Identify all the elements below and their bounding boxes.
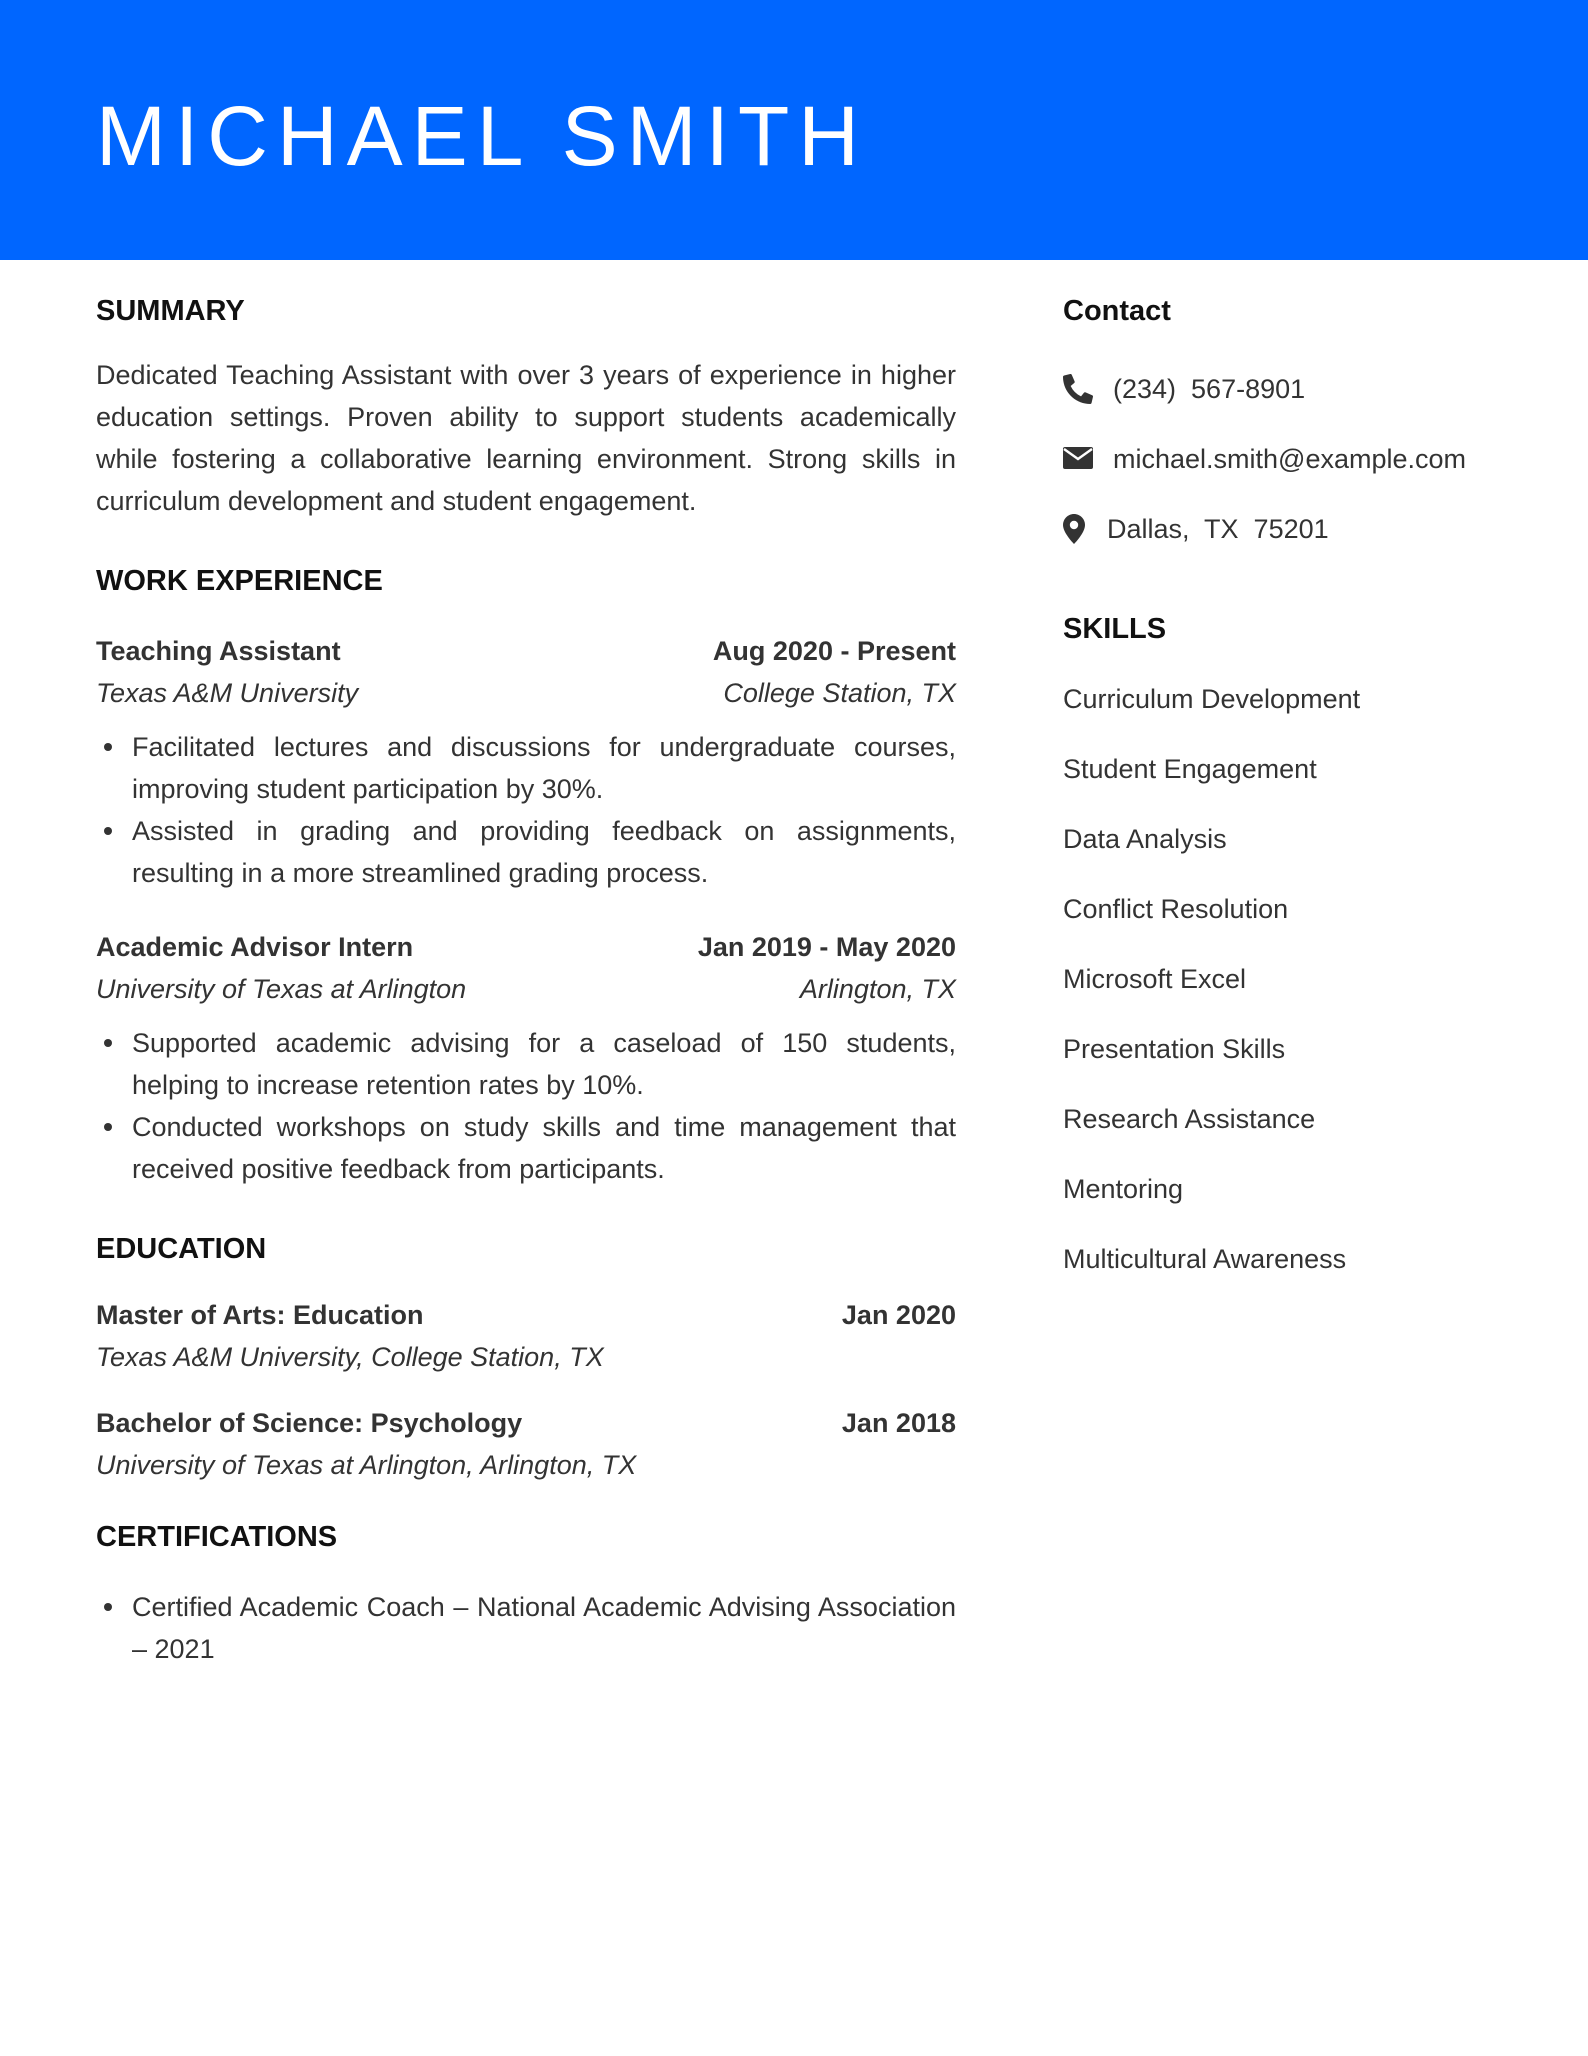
envelope-icon [1063, 443, 1113, 475]
bullet-dot [104, 827, 112, 835]
work-experience-heading: WORK EXPERIENCE [96, 565, 383, 597]
skill-item: Multicultural Awareness [1063, 1244, 1347, 1274]
bullet-dot [104, 1039, 112, 1047]
job-org-row [96, 672, 956, 714]
list-item [96, 1022, 956, 1106]
bullet-text: Assisted in grading and providing feedback on assignments, resulting in a more streamlined grading process. [132, 816, 956, 888]
bullet-dot [104, 1123, 112, 1131]
job-org: University of Texas at Arlington [96, 974, 467, 1004]
job-bullets [96, 726, 956, 894]
location-text: Dallas, TX 75201 [1107, 514, 1329, 544]
list-item [96, 1586, 956, 1670]
job-entry [96, 926, 956, 1190]
list-item [96, 810, 956, 894]
bullet-text: Supported academic advising for a caseload of 150 students, helping to increase retention rates by 10%. [132, 1028, 956, 1100]
certifications-heading: CERTIFICATIONS [96, 1521, 338, 1553]
school: University of Texas at Arlington, Arlington, TX [96, 1450, 637, 1480]
degree: Master of Arts: Education [96, 1300, 424, 1330]
education-heading: EDUCATION [96, 1233, 267, 1265]
job-org: Texas A&M University [96, 678, 359, 708]
summary-text: Dedicated Teaching Assistant with over 3 years of experience in higher education settings. Proven ability to support students academically while fostering a collaborative learning environment. Strong skills in curriculum development and student engagement. [96, 360, 956, 516]
education-header [96, 1294, 956, 1336]
map-pin-icon [1063, 513, 1107, 545]
job-location: College Station, TX [723, 678, 956, 708]
bullet-text: Conducted workshops on study skills and time management that received positive feedback from participants. [132, 1112, 956, 1184]
summary-heading: SUMMARY [96, 295, 245, 327]
degree-date: Jan 2020 [841, 1300, 956, 1330]
education-entry [96, 1294, 956, 1378]
job-org-row [96, 968, 956, 1010]
certification-text: Certified Academic Coach – National Academic Advising Association – 2021 [132, 1592, 956, 1664]
list-item [96, 1106, 956, 1190]
skill-item: Conflict Resolution [1063, 894, 1289, 924]
education-header [96, 1402, 956, 1444]
job-location: Arlington, TX [799, 974, 956, 1004]
list-item [96, 726, 956, 810]
bullet-dot [104, 1603, 112, 1611]
contact-heading: Contact [1063, 295, 1171, 327]
job-dates: Jan 2019 - May 2020 [697, 932, 956, 962]
education-entry [96, 1402, 956, 1486]
school: Texas A&M University, College Station, TX [96, 1342, 604, 1372]
skill-item: Microsoft Excel [1063, 964, 1247, 994]
candidate-name: MICHAEL SMITH [96, 89, 868, 183]
bullet-dot [104, 743, 112, 751]
sidebar-column [1063, 290, 1523, 1280]
job-entry [96, 630, 956, 894]
contact-email [1063, 438, 1523, 480]
job-header [96, 630, 956, 672]
skill-item: Data Analysis [1063, 824, 1227, 854]
phone-icon [1063, 373, 1113, 405]
contact-phone [1063, 368, 1523, 410]
job-role: Teaching Assistant [96, 636, 341, 666]
skills-heading: SKILLS [1063, 613, 1167, 645]
degree-date: Jan 2018 [841, 1408, 956, 1438]
skill-item: Research Assistance [1063, 1104, 1316, 1134]
degree: Bachelor of Science: Psychology [96, 1408, 523, 1438]
skill-item: Mentoring [1063, 1174, 1184, 1204]
job-role: Academic Advisor Intern [96, 932, 414, 962]
skill-item: Student Engagement [1063, 754, 1317, 784]
bullet-text: Facilitated lectures and discussions for undergraduate courses, improving student participation by 30%. [132, 732, 956, 804]
skill-item: Presentation Skills [1063, 1034, 1286, 1064]
header-banner [0, 0, 1588, 260]
job-bullets [96, 1022, 956, 1190]
skills-list [1063, 678, 1523, 1280]
skill-item: Curriculum Development [1063, 684, 1361, 714]
main-column [96, 290, 956, 1670]
job-dates: Aug 2020 - Present [712, 636, 956, 666]
email-address[interactable]: michael.smith@example.com [1113, 444, 1467, 474]
job-header [96, 926, 956, 968]
certification-list [96, 1586, 956, 1670]
phone-number[interactable]: (234) 567-8901 [1113, 374, 1306, 404]
contact-location [1063, 508, 1523, 550]
